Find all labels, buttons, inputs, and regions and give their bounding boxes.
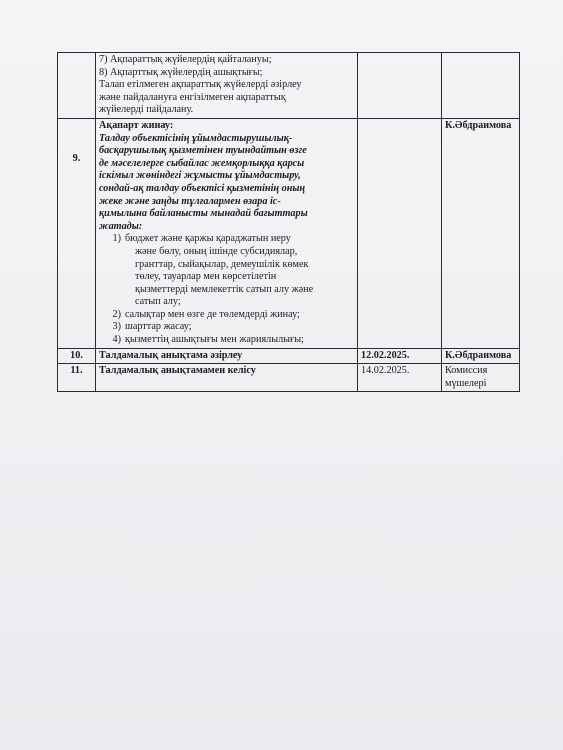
row-date: 14.02.2025. [358, 364, 442, 392]
text-line: сондай-ақ талдау объектісі қызметінің оның [99, 182, 306, 194]
list-item-number: 3) [112, 321, 121, 333]
text-line: және пайдалануға енгізілмеген ақпараттық [99, 91, 286, 103]
row-title: Ақапарт жинау: [99, 119, 174, 131]
table-row-10 [58, 348, 520, 364]
row-date: 12.02.2025. [358, 348, 442, 364]
row-number: 9. [58, 118, 96, 348]
sub-list [99, 233, 354, 346]
text-line: жүйелерді пайдалану. [99, 104, 194, 116]
text-line: іскімыл жөніндегі жұмысты ұйымдастыру, [99, 170, 301, 182]
list-item [112, 334, 354, 347]
row-desc: Талдамалық анықтамамен келісу [96, 364, 358, 392]
list-item-number: 1) [112, 233, 121, 245]
text-line: қызметтерді мемлекеттік сатып алу және [135, 283, 314, 295]
row-num-cell [58, 53, 96, 119]
text-line: салықтар мен өзге де төлемдерді жинау; [125, 308, 300, 320]
table-row-9 [58, 118, 520, 348]
row-desc-cell [96, 118, 358, 348]
text-line: бюджет және қаржы қараджатын иеру [125, 233, 291, 245]
row-number: 10. [58, 348, 96, 364]
plan-table [57, 52, 520, 392]
text-line: 8) Ақпарттық жүйелердің ашықтығы; [99, 66, 263, 78]
row-date-cell [358, 53, 442, 119]
row-desc-cell [96, 53, 358, 119]
list-item-number: 2) [112, 308, 121, 320]
table-row-11 [58, 364, 520, 392]
text-line: жатады: [99, 220, 143, 232]
text-line: 7) Ақпараттық жүйелердің қайталануы; [99, 54, 272, 65]
list-item [112, 321, 354, 334]
text-line: Талап етілмеген ақпараттық жүйелерді әзірлеу [99, 79, 302, 91]
text-line: жеке және заңды тұлғалармен өзара іс- [99, 195, 281, 207]
text-line: гранттар, сыйақылар, демеушілік көмек [135, 258, 309, 270]
text-line: басқарушылық қызметінен туындайтын өзге [99, 145, 307, 157]
text-line: де мәселелерге сыбайлас жемқорлыққа қарсы [99, 157, 305, 169]
responsible-line: Комиссия [445, 365, 488, 377]
responsible-cell [442, 364, 520, 392]
row-date-cell [358, 118, 442, 348]
table-row-continuation [58, 53, 520, 119]
responsible-name: К.Әбдраимова [442, 348, 520, 364]
responsible-name: К.Әбдраимова [442, 118, 520, 348]
text-line: төлеу, тауарлар мен көрсетілетін [135, 271, 277, 283]
text-line: сатып алу; [135, 296, 181, 308]
row-desc: Талдамалық анықтама әзірлеу [96, 348, 358, 364]
text-line: қимылына байланысты мынадай бағыттары [99, 208, 308, 220]
text-line: қызметтің ашықтығы мен жариялылығы; [125, 334, 304, 346]
list-item-number: 4) [112, 334, 121, 346]
text-line: Талдау объектісінің ұйымдастырушылық- [99, 132, 293, 144]
text-line: шарттар жасау; [125, 321, 192, 333]
text-line: және бөлу, оның ішінде субсидиялар, [135, 245, 298, 257]
row-number: 11. [58, 364, 96, 392]
list-item [112, 308, 354, 322]
responsible-line: мүшелері [445, 377, 487, 389]
row-resp-cell [442, 53, 520, 119]
list-item [112, 233, 354, 309]
